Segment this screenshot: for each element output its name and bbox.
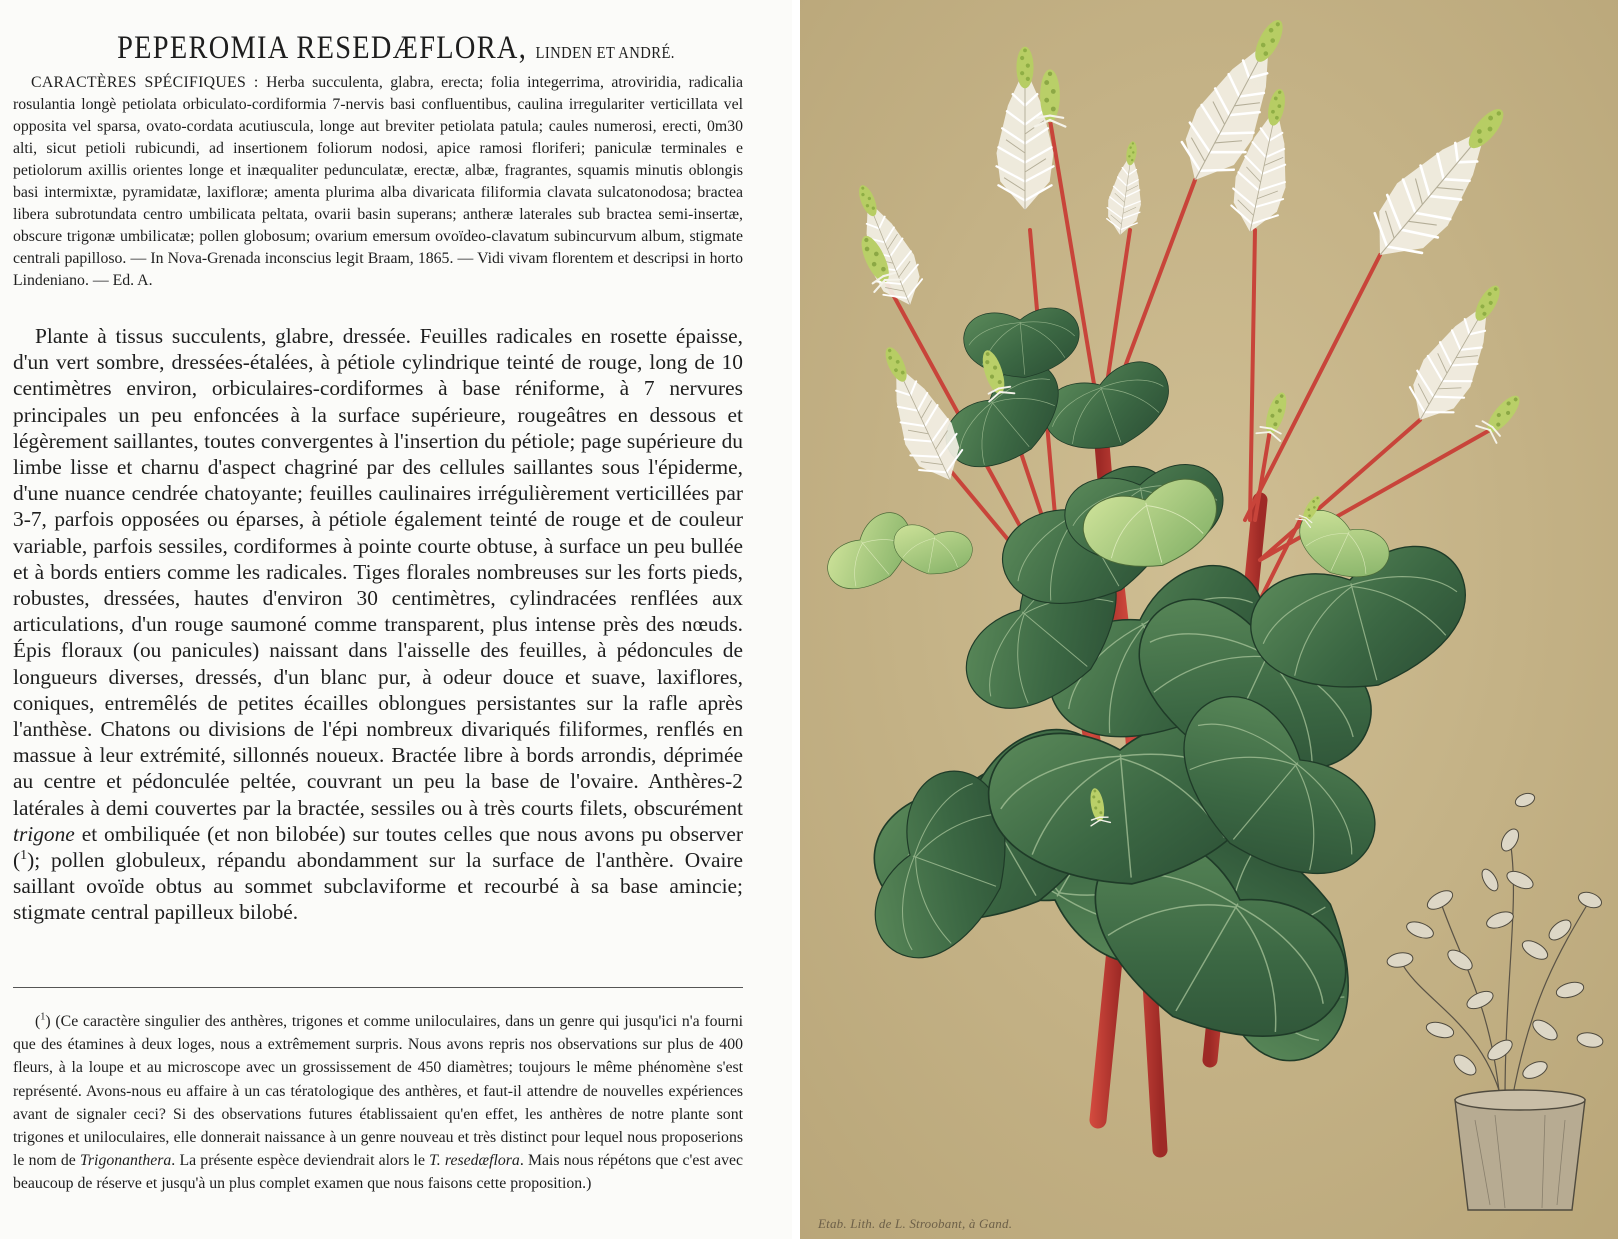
plate-imprint: Etab. Lith. de L. Stroobant, à Gand. xyxy=(818,1216,1013,1231)
footnote: ($^1$) (Ce caractère singulier des anthères, trigones et comme uniloculaires, dans un genre qui jusqu'ici n'a fourni que des étamines à deux loges, nous a extrêmement surpris. Nous avons repris nos observations sur plus de 400 fleurs, à la loupe et au microscope avec un grossissement de 450 diamètres; toujours le même phénomène s'est représenté. Avons-nous eu affaire à un cas tératologique des anthères, et faut-il attendre de nouvelles expériences avant de signaler ceci? Si des observations futures établissaient qu'en effet, les anthères de notre plante sont trigones et uniloculaires, elle donnerait naissance à un genre nouveau et très distinct pour lequel nous proposerions le nom de Trigonanthera. La présente espèce deviendrait alors le T. resedæflora. Mais nous répétons que c'est avec beaucoup de réserve et jusqu'à un plus complet examen que nous faisons cette proposition.) xyxy=(13,1011,744,1193)
species-name: PEPEROMIA RESEDÆFLORA, xyxy=(117,30,528,66)
plate-illustration xyxy=(800,0,1618,1239)
latin-text: Herba succulenta, glabra, erecta; folia integerrima, atroviridia, radicalia rosulantia longè petiolata orbiculato-cordiformia 7-nervis basi confluentibus, caulina irregulariter verticillata vel opposita vel sparsa, ovato-cordata acutiuscula, longe aut breviter petiolata patula; caules numerosi, erecti, 0m30 alti, sicut petioli rubicundi, ad insertionem foliorum nodosi, apice ramosi floriferi; paniculæ terminales e petiolorum axillis orientes longe et inæqualiter pedunculatæ, erectæ, albæ, fragrantes, squamis minutis oblongis basi intermixtæ, pyramidatæ, laxifloræ; amenta plurima alba divaricata filiformia clavata sulcatonodosa; bractea libera subrotundata centro umbilicata peltata, ovarii basin superans; antheræ laterales sub bractea semi-insertæ, obscure trigonæ umbilicatæ; pollen globosum; ovarium emersum ovoïdeo-clavatum subincurvum album, stigmate centrali papilloso. — In Nova-Grenada inconscius legit Braam, 1865. — Vidi vivam florentem et descripsi in horto Lindeniano. — Ed. A. xyxy=(13,74,744,289)
french-text-2: et ombiliquée (et non bilobée) sur toutes celles que nous avons pu observer ( xyxy=(13,821,743,873)
latin-description xyxy=(13,72,743,292)
text-column xyxy=(0,0,792,1239)
footnote-divider xyxy=(13,987,743,988)
french-trigone-term: trigone xyxy=(13,821,75,846)
botanical-plate xyxy=(800,0,1618,1239)
footnote-reference[interactable]: 1 xyxy=(20,847,28,863)
footnote-species: T. resedæflora xyxy=(429,1152,520,1170)
page-title xyxy=(55,30,736,67)
latin-lead: CARACTÈRES SPÉCIFIQUES : xyxy=(31,74,259,91)
footnote-marker: 1 xyxy=(40,1011,46,1023)
footnote-text-1: (Ce caractère singulier des anthères, trigones et comme uniloculaires, dans un genre qui jusqu'ici n'a fourni que des étamines à deux loges, nous a extrêmement surpris. Nous avons repris nos observations sur plus de 400 fleurs, à la loupe et au microscope avec un grossissement de 450 diamètres; toujours le même phénomène s'est représenté. Avons-nous eu affaire à un cas tératologique des anthères, et faut-il attendre de nouvelles expériences avant de signaler ceci? Si des observations futures établissaient qu'en effet, les anthères de notre plante sont trigones et uniloculaires, elle donnerait naissance à un genre nouveau et très distinct pour lequel nous proposerions le nom de xyxy=(13,1013,743,1170)
footnote-genus: Trigonanthera xyxy=(80,1152,172,1170)
species-authors: LINDEN ET ANDRÉ. xyxy=(535,43,675,62)
french-description xyxy=(13,323,743,926)
french-text-1: Plante à tissus succulents, glabre, dressée. Feuilles radicales en rosette épaisse, d'un vert sombre, dressées-étalées, à pétiole cylindrique teinté de rouge, long de 10 centimètres environ, orbiculaires-cordiformes à base réniforme, à 7 nervures principales un peu enfoncées à la surface supérieure, rougeâtres en dessous et légèrement saillantes, toutes convergentes à l'insertion du pétiole; page supérieure du limbe lisse et charnu d'aspect chagriné par des cellules saillantes sous l'épiderme, d'une nuance cendrée chatoyante; feuilles caulinaires irrégulièrement verticillées par 3-7, parfois opposées ou éparses, à pétiole également teinté de rouge et de couleur variable, parfois sessiles, cordiformes à pointe courte obtuse, à surface un peu bullée et à bords entiers comme les radicales. Tiges florales nombreuses sur les forts pieds, robustes, dressées, hautes d'environ 30 centimètres, cylindracées renflées aux articulations, d'un rouge saumoné comme transparent, plus intense près des nœuds. Épis floraux (ou panicules) naissant dans l'aisselle des feuilles, à pédoncules de longueurs diverses, dressés, d'un blanc pur, à odeur douce et suave, laxiflores, coniques, entremêlés de petites écailles oblongues persistantes sur la rafle après l'anthèse. Chatons ou divisions de l'épi nombreux divariqués filiformes, renflés en massue à leur extrémité, sillonnés noueux. Bractée libre à bords arrondis, déprimée au centre et pédonculée peltée, couvrant un peu la base de l'ovaire. Anthères-2 latérales à demi couvertes par la bractée, sessiles ou à très courts filets, obscurément xyxy=(13,324,743,820)
french-text-3: ); pollen globuleux, répandu abondamment sur la surface de l'anthère. Ovaire saillant ovoïde obtus au sommet subclaviforme et recourbé à sa base amincie; stigmate central papilleux bilobé. xyxy=(13,848,743,925)
footnote-text-3: . Mais nous répétons que c'est avec beaucoup de réserve et jusqu'à un plus complet examen que nous faisons cette proposition.) xyxy=(13,1152,744,1193)
footnote-text-2: . La présente espèce deviendrait alors le xyxy=(171,1152,425,1170)
